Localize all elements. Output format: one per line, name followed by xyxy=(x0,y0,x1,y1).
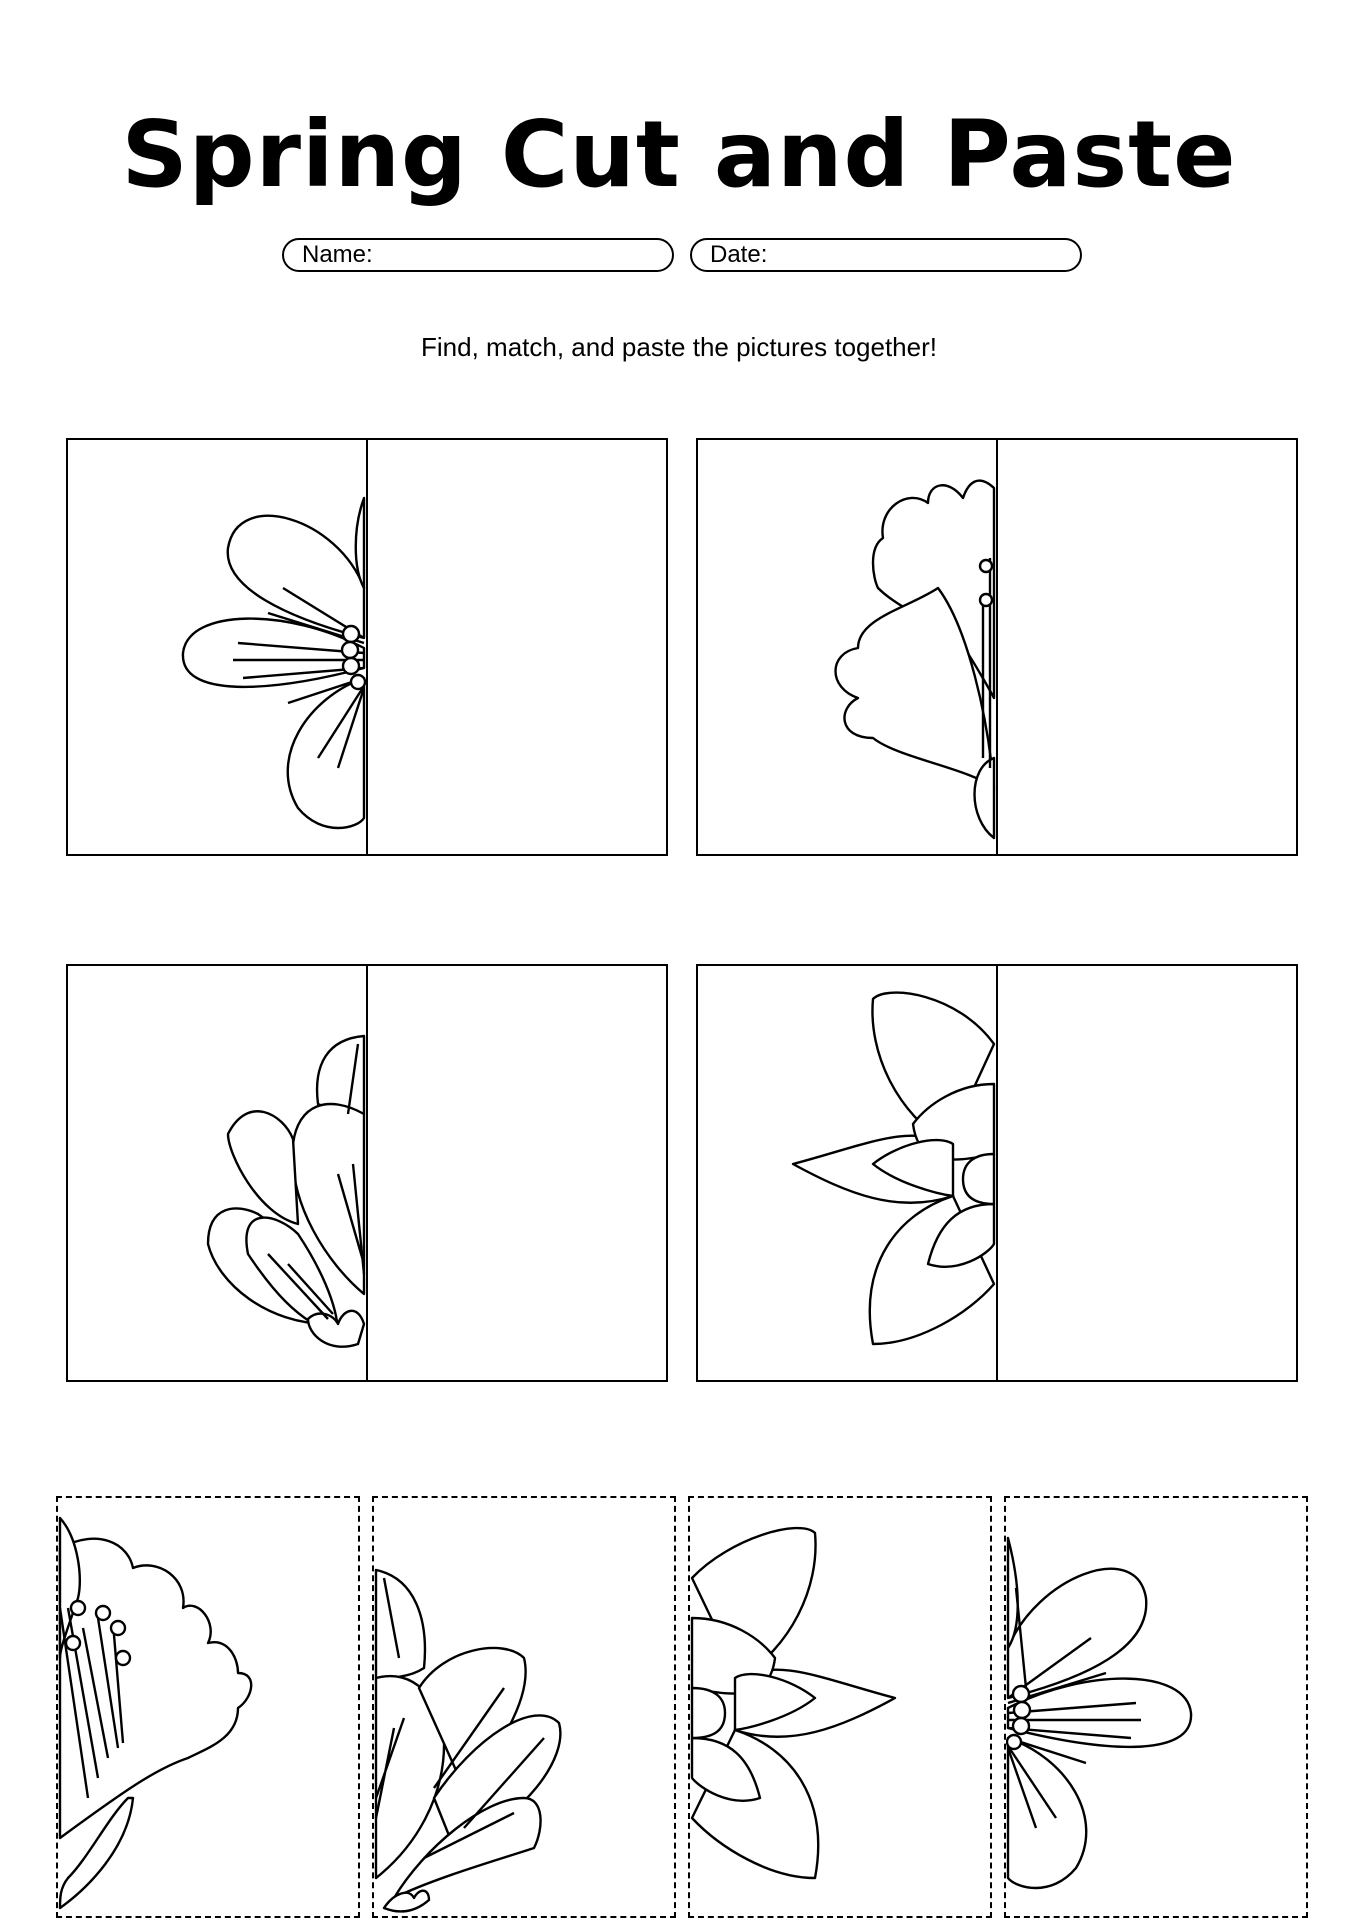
open-petal-flower-piece-icon xyxy=(1006,1498,1306,1916)
instructions-text: Find, match, and paste the pictures together! xyxy=(421,332,937,362)
name-label: Name: xyxy=(302,241,373,268)
lotus-flower-piece-icon xyxy=(690,1498,990,1916)
worksheet-title: Spring Cut and Paste xyxy=(121,101,1237,208)
box-divider xyxy=(996,966,998,1380)
open-petal-flower-icon xyxy=(68,438,368,856)
tulip-cluster-piece-icon xyxy=(374,1498,674,1916)
puzzle-box-3 xyxy=(66,964,668,1382)
puzzle-box-2 xyxy=(696,438,1298,856)
cutout-piece-1[interactable] xyxy=(56,1496,360,1918)
lotus-flower-icon xyxy=(698,964,998,1382)
box-divider xyxy=(366,440,368,854)
cutout-piece-4[interactable] xyxy=(1004,1496,1308,1918)
flower-left-half-3 xyxy=(68,964,368,1383)
cutout-piece-3[interactable] xyxy=(688,1496,992,1918)
tulip-cluster-icon xyxy=(68,964,368,1382)
box-divider xyxy=(366,966,368,1380)
flower-left-half-4 xyxy=(698,964,998,1383)
bell-flower-icon xyxy=(698,438,998,856)
name-field[interactable] xyxy=(282,238,674,272)
flower-left-half-1 xyxy=(68,438,368,857)
bell-flower-piece-icon xyxy=(58,1498,358,1916)
cutout-piece-2[interactable] xyxy=(372,1496,676,1918)
puzzle-box-1 xyxy=(66,438,668,856)
date-label: Date: xyxy=(710,241,768,268)
box-divider xyxy=(996,440,998,854)
puzzle-box-4 xyxy=(696,964,1298,1382)
date-field[interactable] xyxy=(690,238,1082,272)
flower-left-half-2 xyxy=(698,438,998,857)
